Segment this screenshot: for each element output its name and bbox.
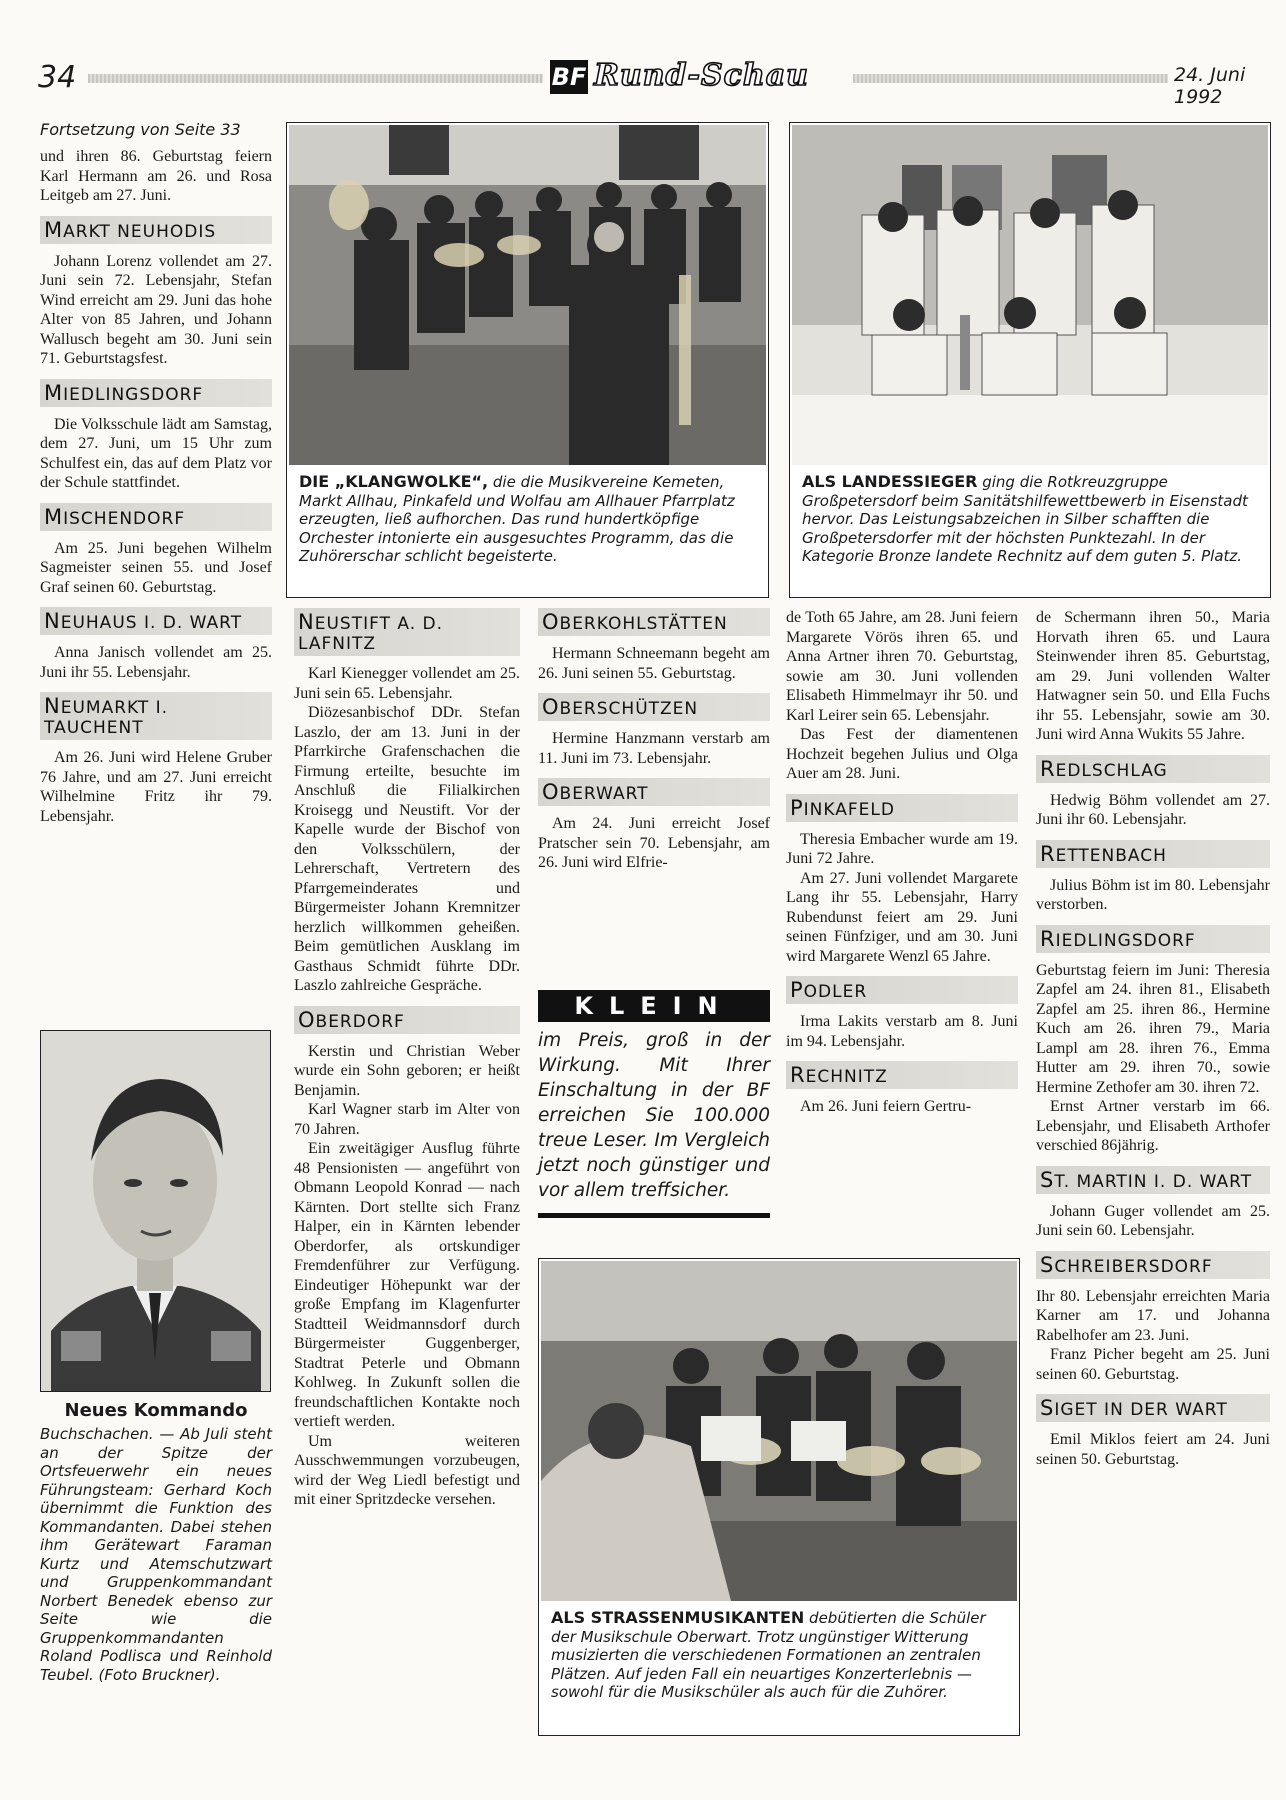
masthead [38, 58, 1273, 108]
redcross-photo [792, 125, 1268, 465]
article-oberwart: Am 24. Juni erreicht Josef Pratscher sein 70. Lebensjahr, am 26. Juni wird Elfrie- [538, 815, 770, 871]
article-miedlingsdorf: Die Volksschule lädt am Samstag, dem 27. Juni, um 15 Uhr zum Schulfest ein, das auf dem Platz vor der Schule stattfindet. [40, 415, 272, 491]
street-caption-text: debütierten die Schüler der Musikschule Oberwart. Trotz ungünstiger Witterung musizierten die verschiedenen Formationen an zentralen Plätzen. Auf jeden Fall ein neuartiges Konzerterlebnis — sowohl für die Musikschüler als auch für die Zuhörer. [551, 1609, 986, 1701]
article-neuhaus: Anna Janisch vollendet am 25. Juni ihr 55. Lebensjahr. [40, 644, 272, 681]
article-neustift: Karl Kienegger vollendet am 25. Juni sein 65. Lebensjahr. Diözesanbischof DDr. Stefan Laszlo, der am 13. Juni in der Pfarrkirche Grafenschachen die Firmung erteilte, besuchte im Anschluß die Filialkirchen Kroisegg und Neustift. Vor der Kapelle wurde der Bischof von den Volksschülern, der Lehrerschaft, Vertretern des Pfarrgemeinderates und Bürgermeister Johann Kremnitzer herzlich willkommen geheißen. Beim gemütlichen Ausklang im Gasthaus Schmidt führte DDr. Laszlo zahlreiche Gespräche. [294, 665, 520, 994]
photo-box-redcross [789, 122, 1271, 598]
heading-oberkohlstaetten: OBERKOHLSTÄTTEN [538, 608, 770, 636]
band-caption-text: die die Musikvereine Kemeten, Markt Allhau, Pinkafeld und Wolfau am Allhauer Pfarrplatz erzeugten, ließ aufhorchen. Das rund hundertköpfige Orchester intonierte ein ausgesuchtes Programm, das die Zuhörerschar schlicht begeisterte. [299, 473, 735, 565]
article-siget: Emil Miklos feiert am 24. Juni seinen 50. Geburtstag. [1036, 1431, 1270, 1468]
street-photo [541, 1261, 1017, 1601]
article-rettenbach: Julius Böhm ist im 80. Lebensjahr verstorben. [1036, 876, 1270, 913]
article-neumarkt: Am 26. Juni wird Helene Gruber 76 Jahre, und am 27. Juni erreicht Wilhelmine Fritz ihr 79. Lebensjahr. [40, 749, 272, 825]
col4-intro: de Toth 65 Jahre, am 28. Juni feiern Margarete Vörös ihren 65. und Anna Artner ihren 70. Geburtstag, sowie am 30. Juni vollenden Elisabeth Himmelmayr ihr 50. und Karl Leirer sein 65. Lebensjahr. Das Fest der diamentenen Hochzeit begehen Julius und Olga Auer am 28. Juni. [786, 609, 1018, 782]
article-redlschlag: Hedwig Böhm vollendet am 27. Juni ihr 60. Lebensjahr. [1036, 791, 1270, 828]
street-caption-lead: ALS STRASSENMUSIKANTEN [551, 1608, 805, 1627]
ad-bottom-rule [538, 1213, 770, 1218]
redcross-caption [802, 473, 1262, 566]
heading-podler: PODLER [786, 976, 1018, 1004]
article-st-martin: Johann Guger vollendet am 25. Juni sein 60. Lebensjahr. [1036, 1202, 1270, 1239]
article-podler: Irma Lakits verstarb am 8. Juni im 94. Lebensjahr. [786, 1013, 1018, 1050]
heading-oberschuetzen: OBERSCHÜTZEN [538, 693, 770, 721]
photo-box-street [538, 1258, 1020, 1736]
band-illustration [289, 125, 766, 465]
portrait-photo [40, 1030, 271, 1392]
column-2 [294, 608, 520, 1510]
band-caption [299, 473, 759, 566]
street-illustration [541, 1261, 1017, 1601]
redcross-caption-lead: ALS LANDESSIEGER [802, 472, 978, 491]
redcross-caption-text: ging die Rotkreuzgruppe Großpetersdorf beim Sanitätshilfewettbewerb in Eisenstadt hervor. Das Leistungsabzeichen in Silber schafften die Großpetersdorfer mit der höchsten Punktezahl. In der Kategorie Bronze landete Rechnitz auf dem guten 5. Platz. [802, 473, 1248, 565]
heading-redlschlag: REDLSCHLAG [1036, 755, 1270, 783]
heading-oberdorf: OBERDORF [294, 1006, 520, 1034]
article-mischendorf: Am 25. Juni begehen Wilhelm Sagmeister seinen 55. und Josef Graf seinen 60. Geburtstag. [40, 539, 272, 596]
heading-siget: SIGET IN DER WART [1036, 1394, 1270, 1422]
heading-schreibersdorf: SCHREIBERSDORF [1036, 1251, 1270, 1279]
heading-neuhaus: NEUHAUS I. D. WART [40, 607, 272, 635]
logo-badge: BF [550, 60, 588, 94]
ad-title: KLEIN [538, 990, 770, 1022]
article-pinkafeld: Theresia Embacher wurde am 19. Juni 72 Jahre. Am 27. Juni vollendet Margarete Lang ihr 55. Lebensjahr, Harry Rubendunst feiert am 29. Juni seinen Fünfziger, und am 30. Juni wird Margarete Wenzl 65 Jahre. [786, 830, 1018, 965]
heading-riedlingsdorf: RIEDLINGSDORF [1036, 925, 1270, 953]
article-riedlingsdorf: Geburtstag feiern im Juni: Theresia Zapfel am 24. ihren 81., Elisabeth Zapfel am 25. ihren 86., Hermine Kuch am 26. ihren 79., Maria Lampl am 28. ihren 76., Emma Hutter am 29. ihren 70., sowie Hermine Zethofer am 30. ihren 72. Ernst Artner verstarb im 66. Lebensjahr, und Elisabeth Arthofer verschied 86jährig. [1036, 961, 1270, 1154]
article-rechnitz: Am 26. Juni feiern Gertru- [800, 1098, 972, 1115]
article-markt-neuhodis: Johann Lorenz vollendet am 27. Juni sein 72. Lebensjahr, Stefan Wind erreicht am 29. Juni das hohe Alter von 85 Jahren, und Johann Wallusch begeht am 30. Juni sein 71. Geburtstagsfest. [40, 252, 272, 367]
ad-text: im Preis, groß in der Wirkung. Mit Ihrer Einschaltung in der BF erreichen Sie 100.000 treue Leser. Im Vergleich jetzt noch günstiger und vor allem treffsicher. [538, 1030, 770, 1201]
article-oberdorf: Kerstin und Christian Weber wurde ein Sohn geboren; er heißt Benjamin. Karl Wagner starb im Alter von 70 Jahren. Ein zweitägiger Ausflug führte 48 Pensionisten — angeführt von Obmann Leopold Konrad — nach Kärnten. Dort stellte sich Franz Halper, ein in Kärnten lebender Oberdorfer, als ortskundiger Fremdenführer zur Verfügung. Eindeutiger Höhepunkt war der große Empfang im Klagenfurter Stadtteil Weidmannsdorf durch Bürgermeister Guggenberger, Stadtrat Peterle und Obmann Kohlweg. In Zukunft sollen die freundschaftlichen Kontakte noch vertieft werden. Um weiteren Ausschwemmungen vorzubeugen, wird der Weg Liedl befestigt und mit einer Spritzdecke versehen. [294, 1042, 520, 1508]
portrait-caption-text: Buchschachen. — Ab Juli steht an der Spitze der Ortsfeuerwehr ein neues Führungsteam: Gerhard Koch übernimmt die Funktion des Kommandanten. Dabei stehen ihm Gerätewart Faraman Kurtz und Atemschutzwart und Gruppenkommandant Norbert Benedek ebenso zur Seite wie die Gruppenkommandanten Roland Podlisca und Reinhold Teubel. (Foto Bruckner). [40, 1425, 272, 1684]
continuation-note: Fortsetzung von Seite 33 [40, 120, 241, 139]
heading-st-martin: ST. MARTIN I. D. WART [1036, 1166, 1270, 1194]
portrait-caption [40, 1400, 272, 1684]
heading-neustift: NEUSTIFT A. D. LAFNITZ [294, 608, 520, 656]
portrait-illustration [41, 1031, 270, 1391]
col5-intro: de Schermann ihren 50., Maria Horvath ihren 65. und Laura Steinwender ihren 85. Geburtstag, am 29. Juni vollenden Walter Hatwagner sein 50. und Ella Fuchs ihr 55. Lebensjahr, sowie am 30. Juni wird Anna Wukits 55 Jahre. [1036, 609, 1270, 743]
heading-rettenbach: RETTENBACH [1036, 840, 1270, 868]
column-1 [40, 120, 272, 826]
heading-mischendorf: MISCHENDORF [40, 503, 272, 531]
photo-box-band [286, 122, 769, 598]
logo-script: Rund-Schau [594, 58, 809, 93]
article-schreibersdorf: Ihr 80. Lebensjahr erreichten Maria Karner am 17. und Johanna Rabelhofer am 23. Juni. Franz Picher begeht am 25. Juni seinen 60. Geburtstag. [1036, 1287, 1270, 1383]
masthead-rule-right [853, 74, 1168, 83]
page-number: 34 [38, 60, 77, 95]
column-4 [786, 608, 1018, 1117]
heading-markt-neuhodis: MARKT NEUHODIS [40, 216, 272, 244]
article-oberkohlstaetten: Hermann Schneemann begeht am 26. Juni seinen 55. Geburtstag. [538, 645, 770, 682]
band-photo [289, 125, 766, 465]
heading-neumarkt: NEUMARKT I. TAUCHENT [40, 692, 272, 740]
ad-klein [538, 990, 770, 1218]
portrait-title: Neues Kommando [64, 1400, 248, 1421]
heading-miedlingsdorf: MIEDLINGSDORF [40, 379, 272, 407]
column-3 [538, 608, 770, 873]
masthead-rule-left [88, 74, 543, 83]
logo [550, 60, 850, 96]
band-caption-lead: DIE „KLANGWOLKE“, [299, 472, 489, 491]
heading-pinkafeld: PINKAFELD [786, 794, 1018, 822]
column-5 [1036, 608, 1270, 1469]
street-caption [551, 1609, 1011, 1702]
heading-oberwart: OBERWART [538, 778, 770, 806]
article-oberschuetzen: Hermine Hanzmann verstarb am 11. Juni im 73. Lebensjahr. [538, 730, 770, 767]
heading-rechnitz: RECHNITZ [786, 1061, 1018, 1089]
redcross-illustration [792, 125, 1268, 465]
col1-intro: und ihren 86. Geburtstag feiern Karl Hermann am 26. und Rosa Leitgeb am 27. Juni. [40, 148, 272, 204]
issue-date: 24. Juni 1992 [1174, 64, 1246, 108]
